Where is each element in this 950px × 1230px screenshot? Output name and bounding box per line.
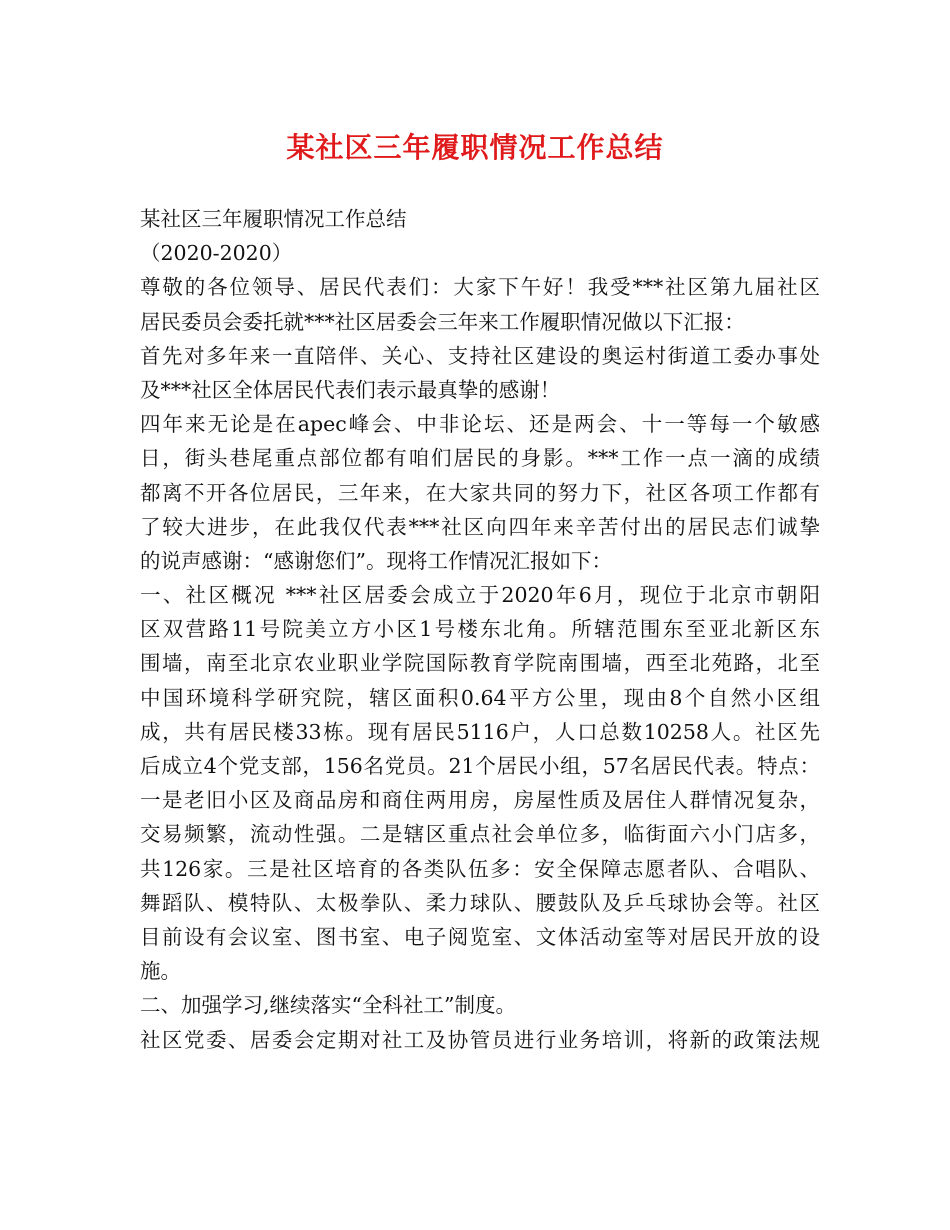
text-line: 围墙，南至北京农业职业学院国际教育学院南围墙，西至北苑路，北至	[140, 651, 820, 676]
text-line: 共126家。三是社区培育的各类队伍多：安全保障志愿者队、合唱队、	[140, 856, 820, 881]
text-line: 中国环境科学研究院，辖区面积0.64平方公里，现由8个自然小区组	[140, 685, 820, 710]
text-line: 居民委员会委托就***社区居委会三年来工作履职情况做以下汇报：	[140, 309, 745, 334]
text-line: 了较大进步，在此我仅代表***社区向四年来辛苦付出的居民志们诚挚	[140, 514, 820, 539]
document-title: 某社区三年履职情况工作总结	[286, 131, 664, 164]
text-line: 首先对多年来一直陪伴、关心、支持社区建设的奥运村街道工委办事处	[140, 343, 820, 368]
text-line: 四年来无论是在apec峰会、中非论坛、还是两会、十一等每一个敏感	[140, 412, 820, 437]
text-line: 及***社区全体居民代表们表示最真挚的感谢！	[140, 377, 561, 402]
text-line: 二、加强学习,继续落实“全科社工”制度。	[140, 993, 516, 1018]
text-line: 目前设有会议室、图书室、电子阅览室、文体活动室等对居民开放的设	[140, 924, 820, 949]
text-line: 交易频繁，流动性强。二是辖区重点社会单位多，临街面六小门店多，	[140, 822, 820, 847]
text-line: （2020-2020）	[140, 241, 293, 266]
text-line: 都离不开各位居民，三年来，在大家共同的努力下，社区各项工作都有	[140, 480, 820, 505]
text-line: 舞蹈队、模特队、太极拳队、柔力球队、腰鼓队及乒乓球协会等。社区	[140, 890, 820, 915]
text-line: 尊敬的各位领导、居民代表们：大家下午好！我受***社区第九届社区	[140, 275, 820, 300]
text-line: 日，街头巷尾重点部位都有咱们居民的身影。***工作一点一滴的成绩	[140, 446, 820, 471]
text-line: 社区党委、居委会定期对社工及协管员进行业务培训，将新的政策法规	[140, 1027, 820, 1052]
text-line: 的说声感谢：“感谢您们”。现将工作情况汇报如下：	[140, 548, 612, 573]
text-line: 施。	[140, 959, 181, 984]
text-line: 区双营路11号院美立方小区1号楼东北角。所辖范围东至亚北新区东	[140, 617, 820, 642]
document-body	[140, 202, 820, 1057]
text-line: 某社区三年履职情况工作总结	[140, 207, 407, 231]
text-line: 成，共有居民楼33栋。现有居民5116户，人口总数10258人。社区先	[140, 719, 820, 744]
text-line: 一是老旧小区及商品房和商住两用房，房屋性质及居住人群情况复杂，	[140, 788, 820, 813]
text-line: 后成立4个党支部，156名党员。21个居民小组，57名居民代表。特点：	[140, 754, 820, 778]
text-line: 一、社区概况 ***社区居委会成立于2020年6月，现位于北京市朝阳	[140, 583, 820, 608]
